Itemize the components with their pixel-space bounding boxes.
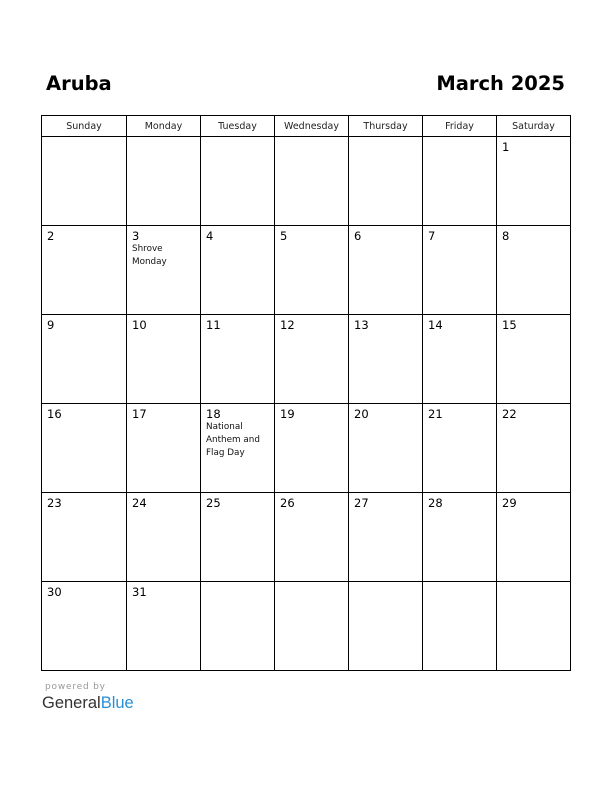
empty-day-cell <box>275 582 349 671</box>
day-number: 3 <box>132 229 140 243</box>
calendar-header <box>46 70 565 100</box>
day-cell <box>127 582 201 671</box>
day-number: 20 <box>354 407 369 421</box>
day-number: 25 <box>206 496 221 510</box>
day-number: 24 <box>132 496 147 510</box>
day-cell <box>275 315 349 404</box>
weekday-saturday: Saturday <box>497 116 571 137</box>
day-number: 11 <box>206 318 221 332</box>
day-cell <box>275 226 349 315</box>
calendar-grid <box>41 115 571 671</box>
day-number: 9 <box>47 318 55 332</box>
day-cell <box>497 493 571 582</box>
day-cell <box>42 404 127 493</box>
day-cell <box>201 404 275 493</box>
week-row <box>42 137 571 226</box>
day-cell <box>497 226 571 315</box>
day-cell <box>127 315 201 404</box>
empty-day-cell <box>423 582 497 671</box>
day-cell <box>42 226 127 315</box>
day-cell <box>127 226 201 315</box>
day-cell <box>42 582 127 671</box>
weekday-header-row <box>42 116 571 137</box>
day-number: 27 <box>354 496 369 510</box>
day-cell <box>201 315 275 404</box>
empty-day-cell <box>497 582 571 671</box>
day-cell <box>423 226 497 315</box>
week-row <box>42 226 571 315</box>
day-cell <box>349 315 423 404</box>
day-cell <box>275 493 349 582</box>
day-number: 18 <box>206 407 221 421</box>
day-number: 4 <box>206 229 214 243</box>
calendar-body <box>42 137 571 671</box>
day-number: 23 <box>47 496 62 510</box>
powered-by-label: powered by <box>45 682 106 692</box>
day-cell <box>423 493 497 582</box>
empty-day-cell <box>275 137 349 226</box>
generalblue-logo[interactable] <box>42 693 134 713</box>
day-cell <box>42 315 127 404</box>
day-cell <box>201 493 275 582</box>
day-cell <box>423 315 497 404</box>
day-number: 10 <box>132 318 147 332</box>
day-cell <box>275 404 349 493</box>
day-number: 7 <box>428 229 436 243</box>
day-number: 1 <box>502 140 510 154</box>
week-row <box>42 404 571 493</box>
week-row <box>42 582 571 671</box>
footer <box>42 681 134 713</box>
day-cell <box>349 404 423 493</box>
day-cell <box>497 404 571 493</box>
empty-day-cell <box>349 582 423 671</box>
day-number: 13 <box>354 318 369 332</box>
day-cell <box>497 137 571 226</box>
weekday-tuesday: Tuesday <box>201 116 275 137</box>
empty-day-cell <box>349 137 423 226</box>
empty-day-cell <box>201 137 275 226</box>
day-cell <box>201 226 275 315</box>
day-number: 15 <box>502 318 517 332</box>
week-row <box>42 315 571 404</box>
holiday-label: National Anthem and Flag Day <box>206 422 260 458</box>
day-cell <box>127 404 201 493</box>
day-number: 28 <box>428 496 443 510</box>
day-number: 16 <box>47 407 62 421</box>
brand-general: General <box>42 694 101 712</box>
day-number: 12 <box>280 318 295 332</box>
day-number: 29 <box>502 496 517 510</box>
weekday-wednesday: Wednesday <box>275 116 349 137</box>
day-cell <box>42 493 127 582</box>
weekday-thursday: Thursday <box>349 116 423 137</box>
weekday-sunday: Sunday <box>42 116 127 137</box>
day-number: 22 <box>502 407 517 421</box>
day-cell <box>497 315 571 404</box>
day-number: 8 <box>502 229 510 243</box>
day-cell <box>423 404 497 493</box>
day-number: 19 <box>280 407 295 421</box>
empty-day-cell <box>201 582 275 671</box>
day-number: 14 <box>428 318 443 332</box>
day-cell <box>127 493 201 582</box>
day-number: 2 <box>47 229 55 243</box>
empty-day-cell <box>423 137 497 226</box>
day-number: 5 <box>280 229 288 243</box>
country-title: Aruba <box>46 72 112 95</box>
month-title: March 2025 <box>436 72 565 95</box>
day-cell <box>349 493 423 582</box>
weekday-monday: Monday <box>127 116 201 137</box>
day-number: 26 <box>280 496 295 510</box>
weekday-friday: Friday <box>423 116 497 137</box>
day-number: 17 <box>132 407 147 421</box>
empty-day-cell <box>42 137 127 226</box>
day-number: 6 <box>354 229 362 243</box>
empty-day-cell <box>127 137 201 226</box>
day-number: 21 <box>428 407 443 421</box>
holiday-label: Shrove Monday <box>132 244 167 267</box>
brand-blue: Blue <box>100 694 134 712</box>
day-number: 30 <box>47 585 62 599</box>
day-number: 31 <box>132 585 147 599</box>
day-cell <box>349 226 423 315</box>
week-row <box>42 493 571 582</box>
